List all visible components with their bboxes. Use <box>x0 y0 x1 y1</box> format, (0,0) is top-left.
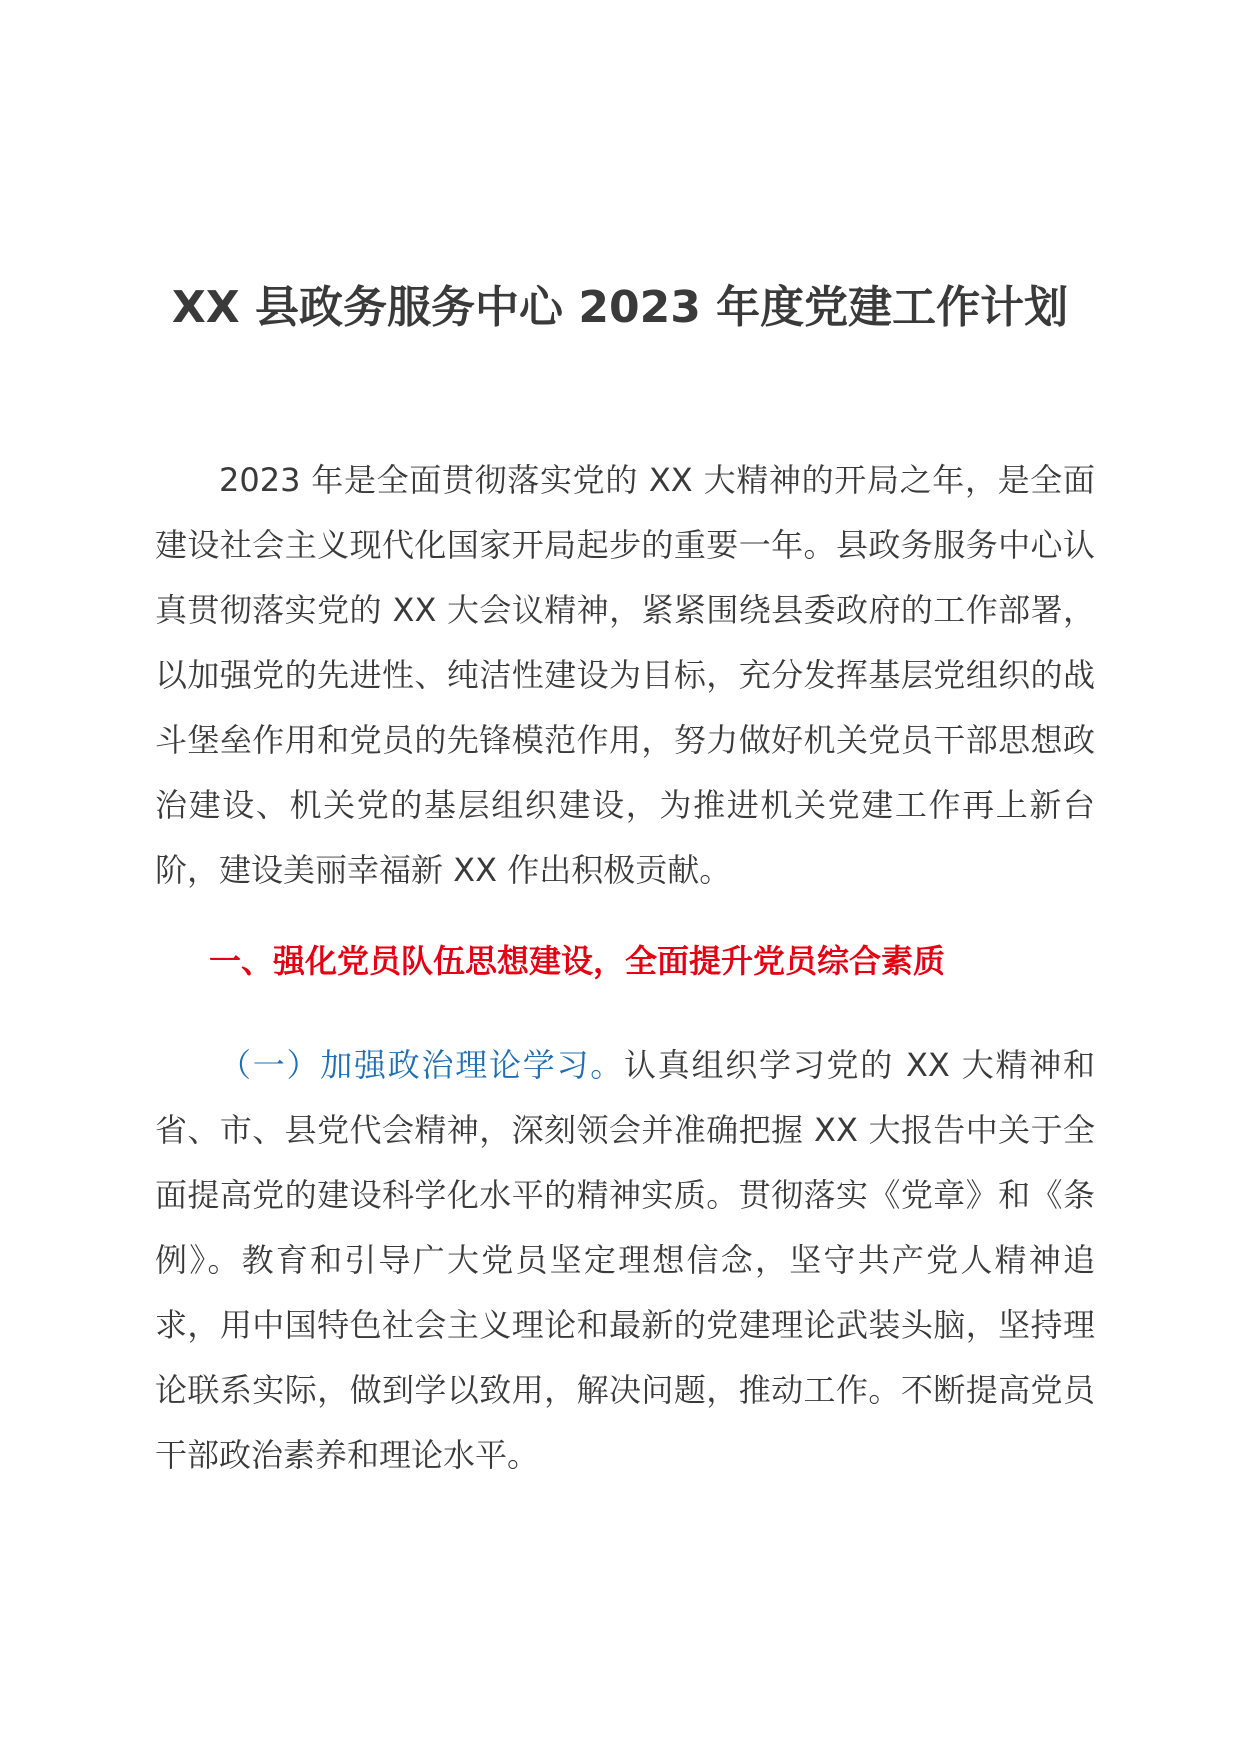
sub-paragraph-body: 认真组织学习党的 XX 大精神和省、市、县党代会精神，深刻领会并准确把握 XX 大报告中关于全面提高党的建设科学化水平的精神实质。贯彻落实《党章》和《条例》。教育和引导广大党员坚定理想信念，坚守共产党人精神追求，用中国特色社会主义理论和最新的党建理论武装头脑，坚持理论联系实际，做到学以致用，解决问题，推动工作。不断提高党员干部政治素养和理论水平。 <box>155 1046 1095 1474</box>
document-title: XX 县政务服务中心 2023 年度党建工作计划 <box>171 282 1069 333</box>
section-heading: 一、强化党员队伍思想建设，全面提升党员综合素质 <box>209 942 946 980</box>
section-paragraph <box>155 1033 1095 1488</box>
sub-heading: （一）加强政治理论学习。 <box>219 1046 625 1084</box>
intro-paragraph: 2023 年是全面贯彻落实党的 XX 大精神的开局之年，是全面建设社会主义现代化国家开局起步的重要一年。县政务服务中心认真贯彻落实党的 XX 大会议精神，紧紧围绕县委政府的工作部署，以加强党的先进性、纯洁性建设为目标，充分发挥基层党组织的战斗堡垒作用和党员的先锋模范作用，努力做好机关党员干部思想政治建设、机关党的基层组织建设，为推进机关党建工作再上新台阶，建设美丽幸福新 XX 作出积极贡献。 <box>155 461 1095 889</box>
